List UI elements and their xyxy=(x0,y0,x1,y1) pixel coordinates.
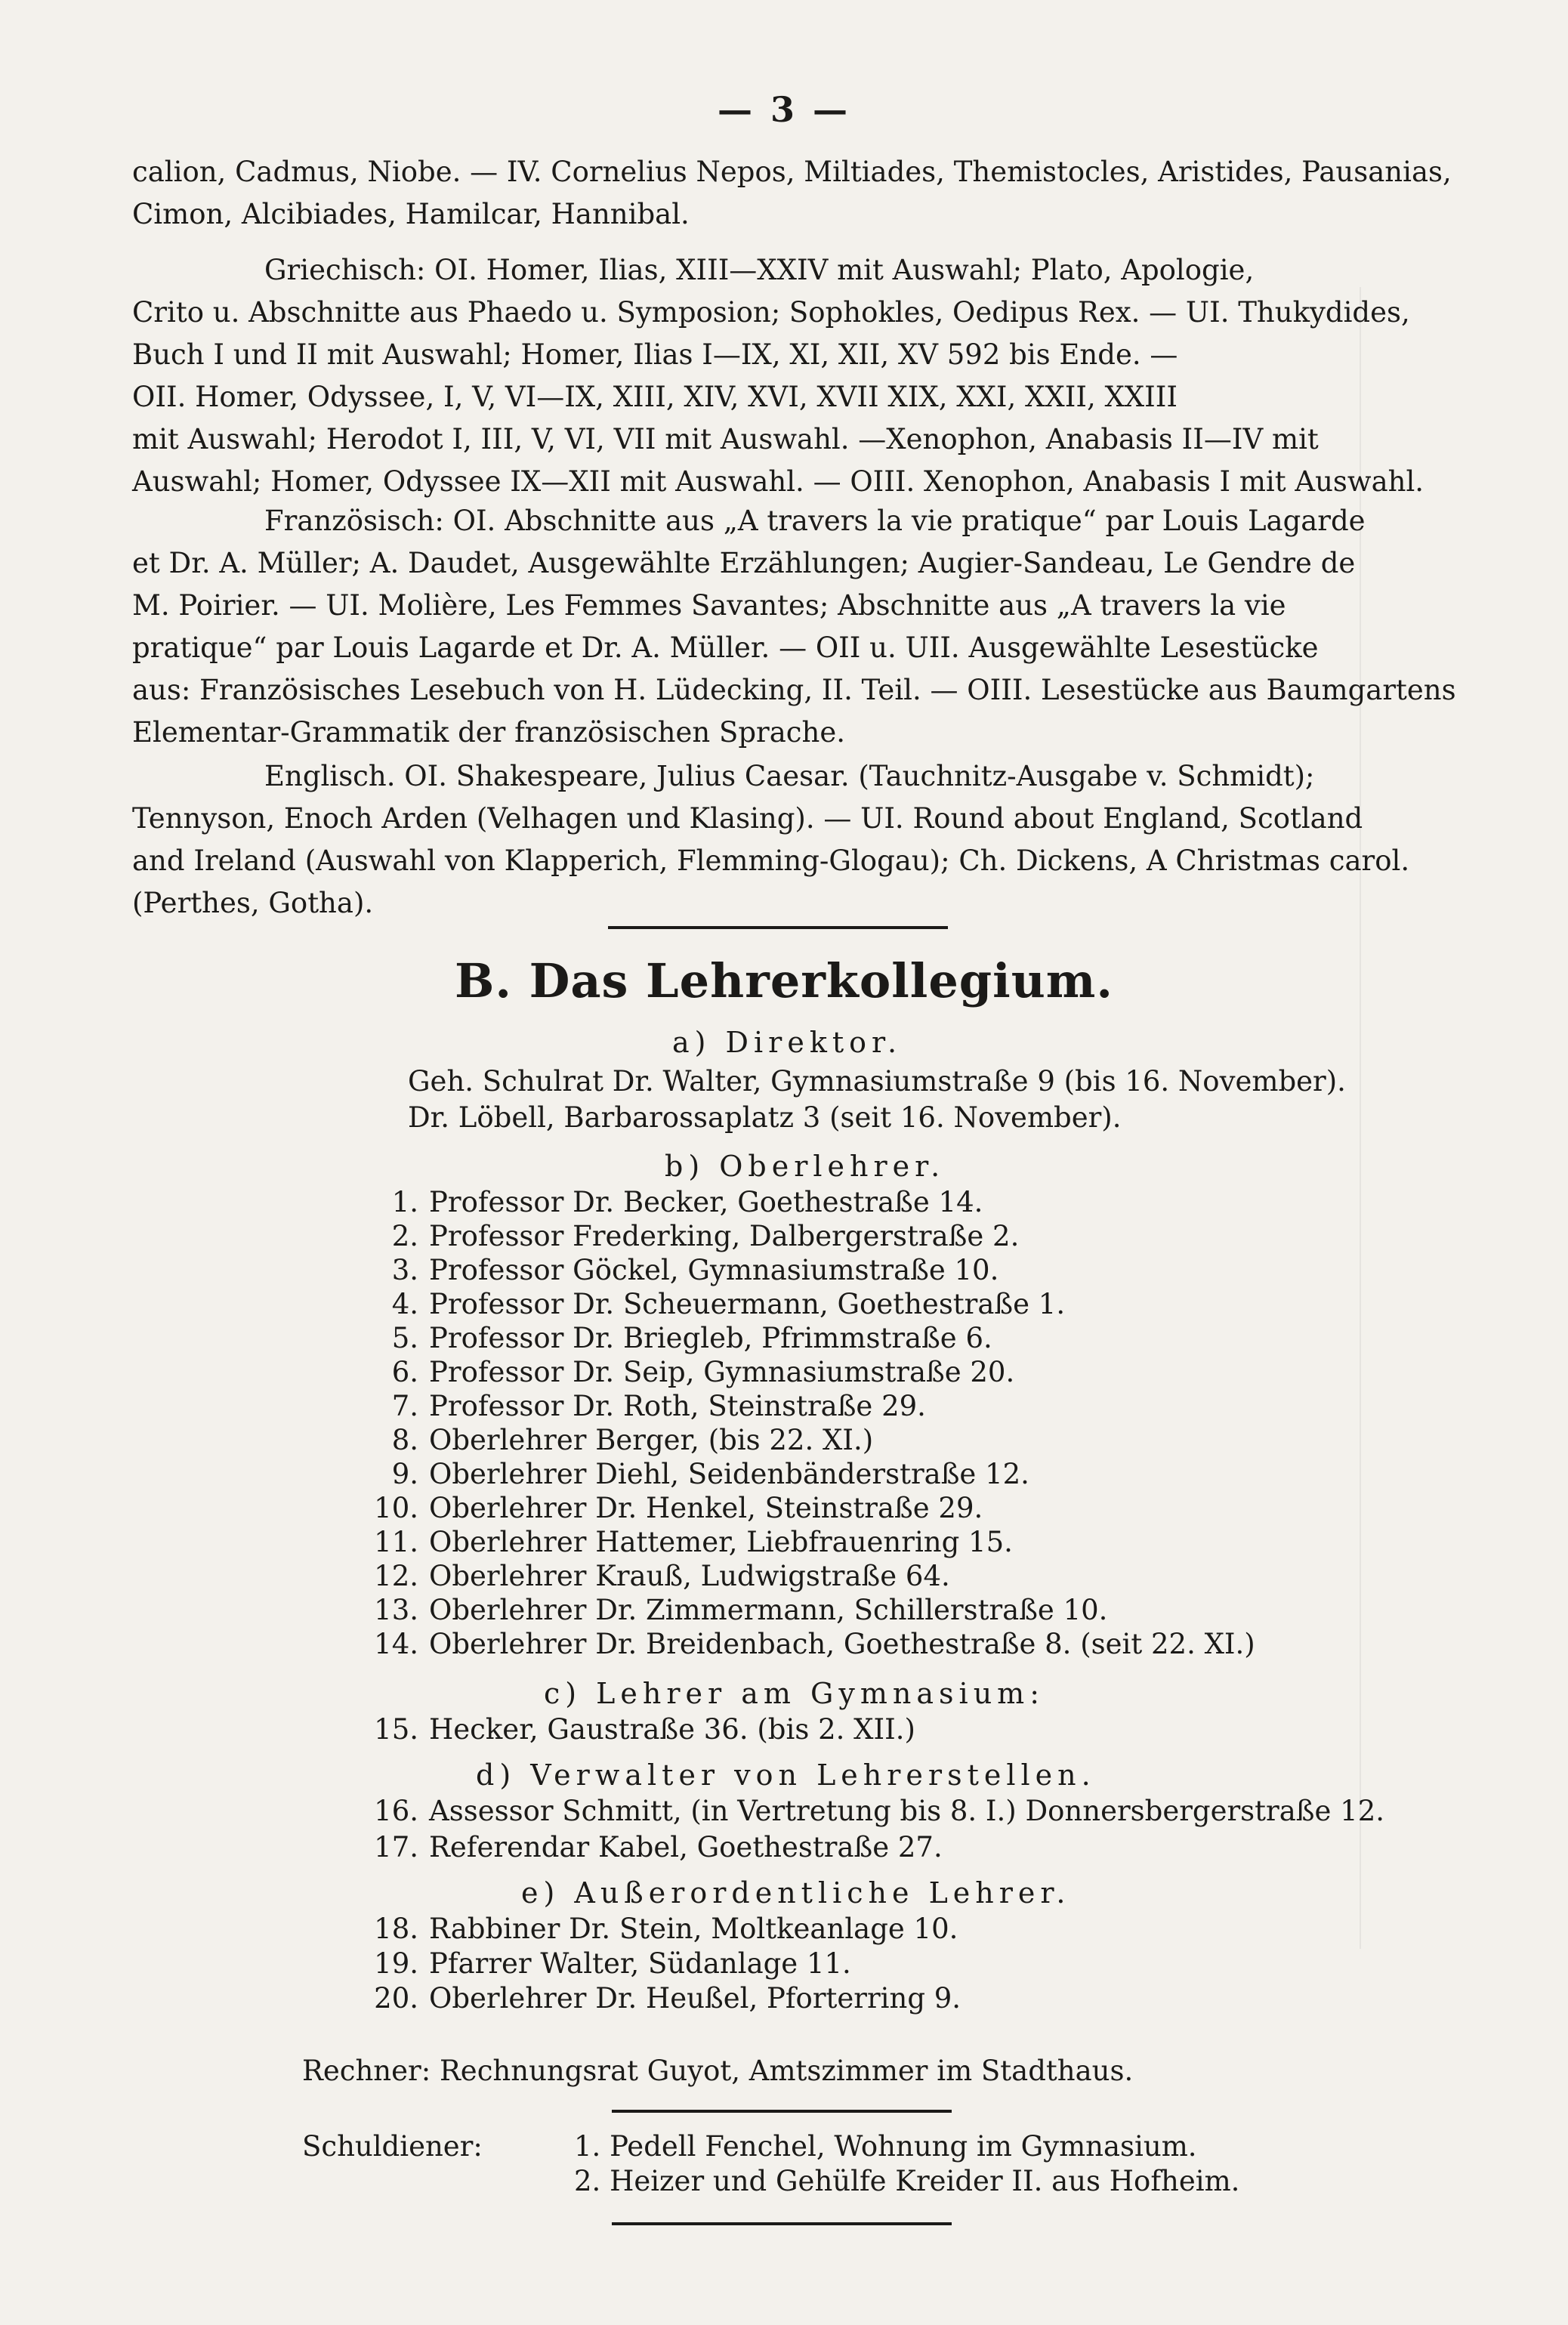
text-line: Französisch: OI. Abschnitte aus „A travers la vie pratique“ par Louis Lagarde xyxy=(264,505,1366,537)
entry-number: 11. xyxy=(374,1526,418,1558)
entry-number: 19. xyxy=(374,1947,418,1980)
entry-text: Oberlehrer Dr. Henkel, Steinstraße 29. xyxy=(429,1492,983,1524)
text-line: Tennyson, Enoch Arden (Velhagen und Klasing). — UI. Round about England, Scotland xyxy=(132,802,1363,835)
staff-entry xyxy=(370,1424,873,1456)
entry-text: Oberlehrer Krauß, Ludwigstraße 64. xyxy=(429,1560,950,1592)
entry-number: 9. xyxy=(391,1458,418,1490)
subheading-ausserordentlich: e) Außerordentliche Lehrer. xyxy=(521,1876,1071,1910)
entry-number: 1. xyxy=(391,1186,418,1218)
text-line: Cimon, Alcibiades, Hamilcar, Hannibal. xyxy=(132,198,690,230)
section-heading: B. Das Lehrerkollegium. xyxy=(455,953,1113,1008)
entry-text: Assessor Schmitt, (in Vertretung bis 8. I.) Donnersbergerstraße 12. xyxy=(429,1795,1384,1827)
entry-text: Hecker, Gaustraße 36. (bis 2. XII.) xyxy=(429,1713,915,1746)
subheading-verwalter: d) Verwalter von Lehrerstellen. xyxy=(476,1758,1096,1792)
entry-text: Oberlehrer Diehl, Seidenbänderstraße 12. xyxy=(429,1458,1029,1490)
subheading-direktor: a) Direktor. xyxy=(672,1026,903,1059)
entry-text: Oberlehrer Hattemer, Liebfrauenring 15. xyxy=(429,1526,1013,1558)
text-line: Buch I und II mit Auswahl; Homer, Ilias I—IX, XI, XII, XV 592 bis Ende. — xyxy=(132,338,1178,371)
text-line: aus: Französisches Lesebuch von H. Lüdecking, II. Teil. — OIII. Lesestücke aus Baumgartens xyxy=(132,674,1456,706)
entry-number: 13. xyxy=(374,1594,418,1626)
staff-entry xyxy=(370,1594,1107,1626)
entry-text: Referendar Kabel, Goethestraße 27. xyxy=(429,1831,943,1863)
divider xyxy=(612,2110,952,2113)
divider xyxy=(608,926,948,929)
staff-entry xyxy=(370,1795,1384,1827)
text-line: mit Auswahl; Herodot I, III, V, VI, VII mit Auswahl. —Xenophon, Anabasis II—IV mit xyxy=(132,423,1319,455)
latin-continuation xyxy=(132,151,1452,236)
entry-text: Oberlehrer Dr. Breidenbach, Goethestraße 8. (seit 22. XI.) xyxy=(429,1628,1255,1660)
text-line: Auswahl; Homer, Odyssee IX—XII mit Auswahl. — OIII. Xenophon, Anabasis I mit Auswahl. xyxy=(132,465,1424,498)
staff-entry xyxy=(370,1628,1255,1660)
staff-entry xyxy=(370,1560,950,1592)
entry-number: 12. xyxy=(374,1560,418,1592)
text-line: Crito u. Abschnitte aus Phaedo u. Symposion; Sophokles, Oedipus Rex. — UI. Thukydides, xyxy=(132,296,1410,329)
english-paragraph xyxy=(132,755,1428,925)
staff-entry xyxy=(370,1947,851,1980)
entry-text: Professor Dr. Roth, Steinstraße 29. xyxy=(429,1390,926,1422)
entry-number: 6. xyxy=(391,1356,418,1388)
entry-text: Oberlehrer Berger, (bis 22. XI.) xyxy=(429,1424,874,1456)
entry-text: Professor Göckel, Gymnasiumstraße 10. xyxy=(429,1254,999,1286)
text-line: Elementar-Grammatik der französischen Sprache. xyxy=(132,716,845,749)
subheading-lehrer: c) Lehrer am Gymnasium: xyxy=(544,1677,1045,1710)
text-line: Englisch. OI. Shakespeare, Julius Caesar. (Tauchnitz-Ausgabe v. Schmidt); xyxy=(264,760,1315,792)
staff-entry xyxy=(370,1220,1019,1252)
text-line: Griechisch: OI. Homer, Ilias, XIII—XXIV mit Auswahl; Plato, Apologie, xyxy=(264,254,1255,286)
staff-entry xyxy=(370,1356,1014,1388)
entry-number: 7. xyxy=(391,1390,418,1422)
entry-text: Oberlehrer Dr. Heußel, Pforterring 9. xyxy=(429,1982,961,2015)
rechner-line: Rechner: Rechnungsrat Guyot, Amtszimmer im Stadthaus. xyxy=(302,2055,1134,2087)
staff-entry xyxy=(370,1458,1029,1490)
french-paragraph xyxy=(132,500,1456,754)
entry-number: 8. xyxy=(391,1424,418,1456)
divider xyxy=(612,2222,952,2225)
entry-number: 2. xyxy=(391,1220,418,1252)
page-number: — 3 — xyxy=(717,89,851,130)
staff-entry xyxy=(370,1982,961,2015)
director-entry: Dr. Löbell, Barbarossaplatz 3 (seit 16. November). xyxy=(408,1101,1122,1134)
entry-number: 20. xyxy=(374,1982,418,2015)
entry-number: 3. xyxy=(391,1254,418,1286)
entry-text: Pfarrer Walter, Südanlage 11. xyxy=(429,1947,851,1980)
entry-number: 5. xyxy=(391,1322,418,1354)
text-line: OII. Homer, Odyssee, I, V, VI—IX, XIII, XIV, XVI, XVII XIX, XXI, XXII, XXIII xyxy=(132,381,1178,413)
staff-entry xyxy=(370,1492,983,1524)
entry-number: 18. xyxy=(374,1913,418,1945)
director-entry: Geh. Schulrat Dr. Walter, Gymnasiumstraße 9 (bis 16. November). xyxy=(408,1065,1346,1098)
text-line: calion, Cadmus, Niobe. — IV. Cornelius Nepos, Miltiades, Themistocles, Aristides, Pausanias, xyxy=(132,156,1452,188)
text-line: (Perthes, Gotha). xyxy=(132,887,374,919)
entry-text: Professor Dr. Seip, Gymnasiumstraße 20. xyxy=(429,1356,1015,1388)
schuldiener-label: Schuldiener: xyxy=(302,2130,483,2163)
entry-text: Professor Dr. Becker, Goethestraße 14. xyxy=(429,1186,983,1218)
schuldiener-entry: 1. Pedell Fenchel, Wohnung im Gymnasium. xyxy=(574,2130,1197,2163)
greek-paragraph xyxy=(132,249,1428,503)
entry-number: 4. xyxy=(391,1288,418,1320)
entry-text: Professor Frederking, Dalbergerstraße 2. xyxy=(429,1220,1020,1252)
staff-entry xyxy=(370,1254,999,1286)
staff-entry xyxy=(370,1186,983,1218)
entry-text: Professor Dr. Scheuermann, Goethestraße 1. xyxy=(429,1288,1066,1320)
staff-entry xyxy=(370,1322,992,1354)
entry-number: 16. xyxy=(374,1795,418,1827)
entry-number: 17. xyxy=(374,1831,418,1863)
text-line: et Dr. A. Müller; A. Daudet, Ausgewählte Erzählungen; Augier-Sandeau, Le Gendre de xyxy=(132,547,1356,579)
schuldiener-entry: 2. Heizer und Gehülfe Kreider II. aus Hofheim. xyxy=(574,2165,1240,2197)
entry-number: 10. xyxy=(374,1492,418,1524)
staff-entry xyxy=(370,1288,1065,1320)
staff-entry xyxy=(370,1831,943,1863)
text-line: M. Poirier. — UI. Molière, Les Femmes Savantes; Abschnitte aus „A travers la vie xyxy=(132,589,1286,622)
entry-number: 14. xyxy=(374,1628,418,1660)
staff-entry xyxy=(370,1526,1013,1558)
staff-entry xyxy=(370,1913,958,1945)
entry-text: Professor Dr. Briegleb, Pfrimmstraße 6. xyxy=(429,1322,992,1354)
entry-text: Rabbiner Dr. Stein, Moltkeanlage 10. xyxy=(429,1913,958,1945)
text-line: pratique“ par Louis Lagarde et Dr. A. Müller. — OII u. UII. Ausgewählte Lesestücke xyxy=(132,631,1319,664)
staff-entry xyxy=(370,1713,915,1746)
subheading-oberlehrer: b) Oberlehrer. xyxy=(665,1150,946,1183)
text-line: and Ireland (Auswahl von Klapperich, Flemming-Glogau); Ch. Dickens, A Christmas carol. xyxy=(132,844,1410,877)
entry-text: Oberlehrer Dr. Zimmermann, Schillerstraße 10. xyxy=(429,1594,1108,1626)
staff-entry xyxy=(370,1390,926,1422)
entry-number: 15. xyxy=(374,1713,418,1746)
